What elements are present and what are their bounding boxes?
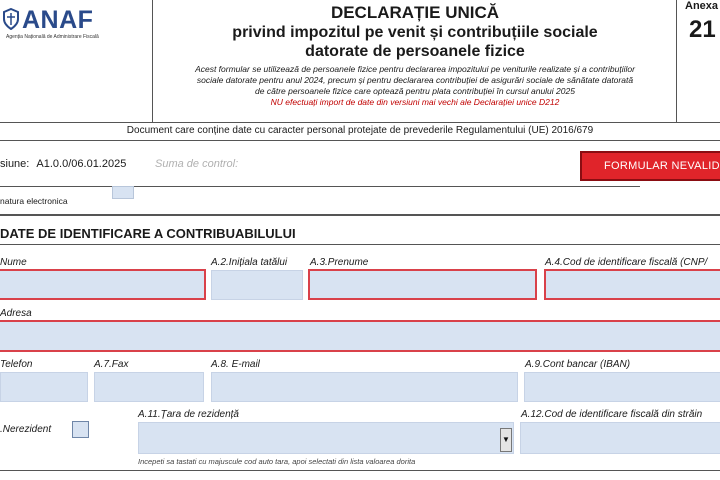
adresa-field[interactable] bbox=[0, 320, 720, 352]
prenume-field[interactable] bbox=[308, 269, 537, 300]
tara-select[interactable] bbox=[138, 422, 514, 454]
logo-area bbox=[0, 0, 153, 122]
cod-strain-label: A.12.Cod de identificare fiscală din străin bbox=[521, 409, 703, 420]
section-title: DATE DE IDENTIFICARE A CONTRIBUABILULUI bbox=[0, 226, 296, 241]
cnp-label: A.4.Cod de identificare fiscală (CNP/ bbox=[545, 257, 708, 268]
divider bbox=[0, 122, 720, 123]
agency-name: Agenția Națională de Administrare Fiscală bbox=[6, 34, 99, 40]
divider bbox=[0, 214, 720, 216]
fax-label: A.7.Fax bbox=[94, 359, 129, 370]
email-label: A.8. E-mail bbox=[211, 359, 260, 370]
logo-text: ANAF bbox=[22, 6, 94, 34]
form-description bbox=[155, 64, 675, 97]
iban-field[interactable] bbox=[524, 372, 720, 402]
country-hint: Incepeti sa tastati cu majuscule cod auto tara, apoi selectati din lista valoarea dorita bbox=[138, 457, 416, 466]
nerezident-label: .Nerezident bbox=[0, 424, 52, 435]
divider bbox=[0, 186, 640, 187]
cnp-field[interactable] bbox=[544, 269, 720, 300]
form-title: DECLARAȚIE UNICĂ bbox=[330, 3, 500, 22]
invalid-form-button[interactable]: FORMULAR NEVALID bbox=[580, 151, 720, 181]
divider bbox=[0, 140, 720, 141]
version-info bbox=[0, 158, 126, 170]
prenume-label: A.3.Prenume bbox=[310, 257, 369, 268]
iban-label: A.9.Cont bancar (IBAN) bbox=[525, 359, 631, 370]
telefon-field[interactable] bbox=[0, 372, 88, 402]
dropdown-arrow-icon[interactable]: ▼ bbox=[500, 428, 512, 452]
gdpr-notice: Document care conține date cu caracter personal protejate de prevederile Regulamentului (UE) 2016/679 bbox=[126, 125, 594, 136]
import-warning: NU efectuați import de date din versiuni mai vechi ale Declarației unice D212 bbox=[270, 97, 560, 107]
telefon-label: Telefon bbox=[0, 359, 33, 370]
description-line-1: Acest formular se utilizează de persoanele fizice pentru declararea impozitului pe veniturile realizate și a contribuțiilor bbox=[195, 64, 635, 74]
fax-field[interactable] bbox=[94, 372, 204, 402]
anaf-logo-icon bbox=[2, 8, 20, 30]
nume-label: Nume bbox=[0, 257, 27, 268]
divider bbox=[0, 470, 720, 471]
version-value: A1.0.0/06.01.2025 bbox=[36, 158, 127, 170]
signature-label: natura electronica bbox=[0, 196, 68, 206]
form-subtitle-1: privind impozitul pe venit și contribuțiile sociale bbox=[232, 24, 598, 41]
form-header bbox=[155, 0, 675, 122]
tara-label: A.11.Țara de rezidență bbox=[138, 409, 239, 420]
checksum-label: Suma de control: bbox=[155, 158, 239, 170]
description-line-2: sociale datorate pentru anul 2024, precum și pentru declararea contribuției de asigurări sociale de sănătate datorată bbox=[196, 75, 634, 85]
cod-strain-field[interactable] bbox=[520, 422, 720, 454]
initiala-field[interactable] bbox=[211, 270, 303, 300]
email-field[interactable] bbox=[211, 372, 518, 402]
signature-field[interactable] bbox=[112, 186, 134, 199]
adresa-label: Adresa bbox=[0, 308, 32, 319]
nerezident-checkbox[interactable] bbox=[72, 421, 89, 438]
anexa-label: Anexa bbox=[685, 0, 719, 12]
form-subtitle-2: datorate de persoanele fizice bbox=[305, 43, 525, 60]
nume-field[interactable] bbox=[0, 269, 206, 300]
divider bbox=[0, 244, 720, 245]
initiala-label: A.2.Inițiala tatălui bbox=[211, 257, 288, 268]
anexa-box bbox=[676, 0, 720, 122]
description-line-3: de către persoanele fizice care optează pentru plata contribuției în cursul anului 2025 bbox=[255, 86, 575, 96]
anexa-number: 21 bbox=[689, 16, 716, 43]
version-label: siune: bbox=[0, 158, 30, 170]
